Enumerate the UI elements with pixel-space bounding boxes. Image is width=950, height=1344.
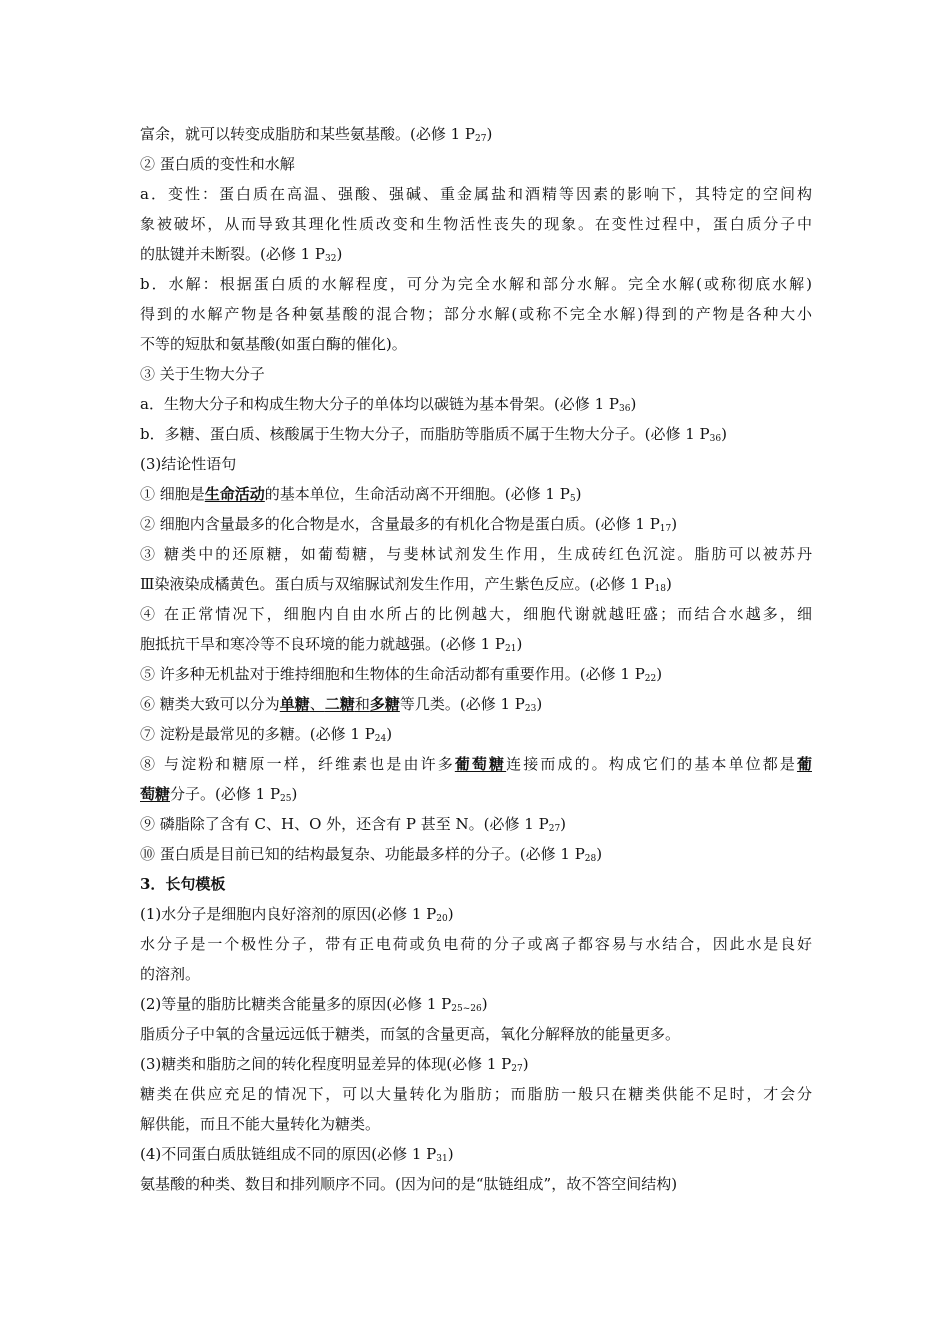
text-line: 得到的水解产物是各种氨基酸的混合物；部分水解(或称不完全水解)得到的产物是各种大小	[140, 305, 812, 323]
keyword: 葡萄糖	[454, 755, 507, 773]
section-heading: (3)结论性语句	[140, 455, 237, 473]
text-line: ③ 关于生物大分子	[140, 365, 265, 383]
question-line: (2)等量的脂肪比糖类含能量多的原因(必修 1 $P_{25\sim 26}$)	[140, 995, 488, 1014]
text-line: ⑥ 糖类大致可以分为单糖、二糖和多糖等几类。(必修 1 $P_{23}$)	[140, 695, 543, 714]
text-line: 胞抵抗干旱和寒冷等不良环境的能力就越强。(必修 1 $P_{21}$)	[140, 635, 523, 654]
text-line: ③ 糖类中的还原糖，如葡萄糖，与斐林试剂发生作用，生成砖红色沉淀。脂肪可以被苏丹	[140, 545, 812, 563]
text-line: 糖类在供应充足的情况下，可以大量转化为脂肪；而脂肪一般只在糖类供能不足时，才会分	[140, 1085, 812, 1103]
text-line: ⑦ 淀粉是最常见的多糖。(必修 1 $P_{24}$)	[140, 725, 393, 744]
text-line: 脂质分子中氧的含量远远低于糖类，而氢的含量更高，氧化分解释放的能量更多。	[140, 1025, 681, 1043]
text-line: 氨基酸的种类、数目和排列顺序不同。(因为问的是“肽链组成”，故不答空间结构)	[140, 1175, 678, 1193]
text-line: b．多糖、蛋白质、核酸属于生物大分子，而脂肪等脂质不属于生物大分子。(必修 1 $P_{36}$)	[140, 425, 727, 444]
text-line: ⑩ 蛋白质是目前已知的结构最复杂、功能最多样的分子。(必修 1 $P_{28}$)	[140, 845, 603, 864]
text-line: 水分子是一个极性分子，带有正电荷或负电荷的分子或离子都容易与水结合，因此水是良好	[140, 935, 812, 953]
text-line: a．变性：蛋白质在高温、强酸、强碱、重金属盐和酒精等因素的影响下，其特定的空间构	[140, 185, 812, 203]
text-line: ① 细胞是生命活动的基本单位，生命活动离不开细胞。(必修 1 $P_5$)	[140, 485, 582, 504]
keyword: 萄糖	[140, 785, 171, 803]
text-line: 萄糖分子。(必修 1 $P_{25}$)	[140, 785, 298, 804]
text-line: ⑧ 与淀粉和糖原一样，纤维素也是由许多葡萄糖连接而成的。构成它们的基本单位都是葡	[140, 755, 812, 773]
text-line: Ⅲ染液染成橘黄色。蛋白质与双缩脲试剂发生作用，产生紫色反应。(必修 1 $P_{18}$)	[140, 575, 672, 594]
keyword: 二糖	[324, 695, 355, 713]
question-line: (1)水分子是细胞内良好溶剂的原因(必修 1 $P_{20}$)	[140, 905, 454, 924]
section-heading: 3．长句模板	[140, 875, 226, 893]
text-line: 不等的短肽和氨基酸(如蛋白酶的催化)。	[140, 335, 407, 353]
text-line: 富余，就可以转变成脂肪和某些氨基酸。(必修 1 $P_{27}$)	[140, 125, 493, 144]
text-line: b．水解：根据蛋白质的水解程度，可分为完全水解和部分水解。完全水解(或称彻底水解)	[140, 275, 812, 293]
keyword: 单糖	[279, 695, 310, 713]
text-line: 的溶剂。	[140, 965, 201, 983]
keyword: 多糖	[369, 695, 400, 713]
question-line: (4)不同蛋白质肽链组成不同的原因(必修 1 $P_{31}$)	[140, 1145, 454, 1164]
text-line: ④ 在正常情况下，细胞内自由水所占的比例越大，细胞代谢就越旺盛；而结合水越多，细	[140, 605, 812, 623]
text-line: a．生物大分子和构成生物大分子的单体均以碳链为基本骨架。(必修 1 $P_{36}$)	[140, 395, 637, 414]
text-line: ② 蛋白质的变性和水解	[140, 155, 295, 173]
text-line: 象被破坏，从而导致其理化性质改变和生物活性丧失的现象。在变性过程中，蛋白质分子中	[140, 215, 812, 233]
question-line: (3)糖类和脂肪之间的转化程度明显差异的体现(必修 1 $P_{27}$)	[140, 1055, 529, 1074]
keyword: 葡	[796, 755, 812, 773]
text-line: ⑤ 许多种无机盐对于维持细胞和生物体的生命活动都有重要作用。(必修 1 $P_{22}$)	[140, 665, 663, 684]
text-line: 的肽键并未断裂。(必修 1 $P_{32}$)	[140, 245, 343, 264]
text-line: 解供能，而且不能大量转化为糖类。	[140, 1115, 381, 1133]
keyword: 生命活动	[204, 485, 265, 503]
text-line: ⑨ 磷脂除了含有 C、H、O 外，还含有 P 甚至 N。(必修 1 $P_{27}$)	[140, 815, 567, 834]
text-line: ② 细胞内含量最多的化合物是水，含量最多的有机化合物是蛋白质。(必修 1 $P_{17}$)	[140, 515, 678, 534]
